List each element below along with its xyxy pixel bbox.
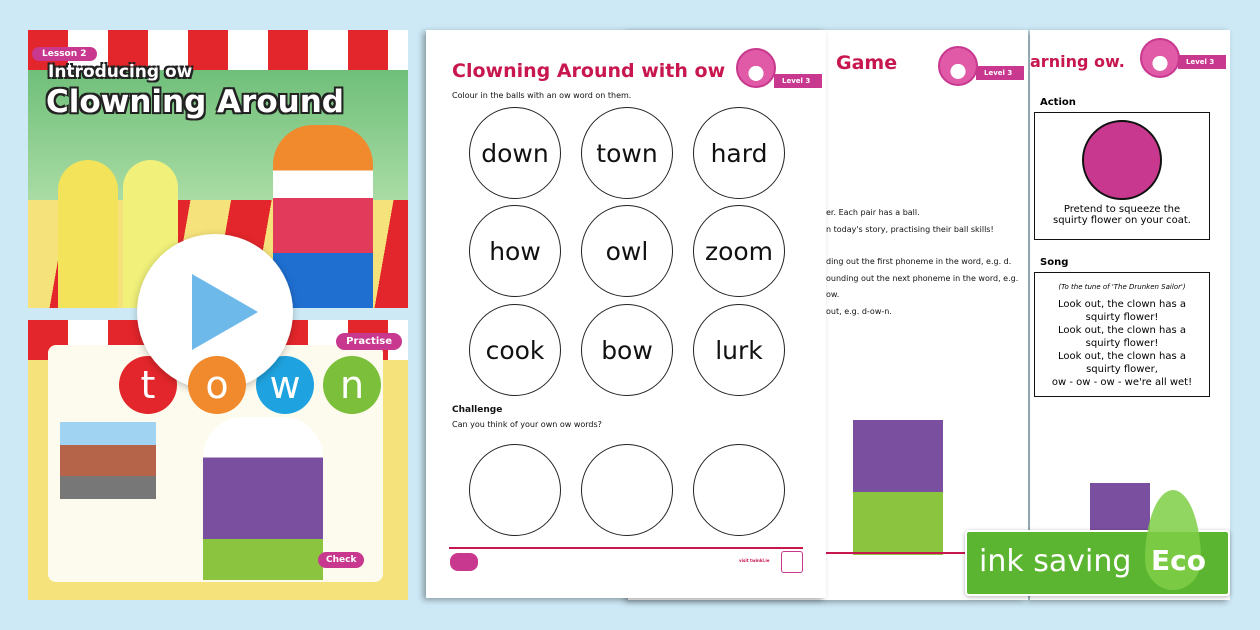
- song-line: Look out, the clown has a: [1058, 325, 1186, 336]
- game-instructions: [826, 205, 1026, 320]
- blank-ball[interactable]: [693, 444, 785, 536]
- page-title: Game: [836, 52, 898, 74]
- challenge-heading: Challenge: [452, 405, 503, 415]
- song-box: [1034, 272, 1210, 397]
- letter-w[interactable]: w: [256, 356, 314, 414]
- twinkl-logo: [450, 553, 478, 571]
- ink-saving-badge: [965, 530, 1230, 596]
- blank-ball[interactable]: [469, 444, 561, 536]
- learning-page: [1030, 30, 1230, 600]
- play-icon: [192, 274, 258, 350]
- instruction-line: er. Each pair has a ball.: [826, 208, 920, 217]
- word-ball[interactable]: lurk: [693, 304, 785, 396]
- slide-subtitle: Introducing ow: [48, 62, 193, 82]
- song-line: squirty flower!: [1085, 312, 1159, 323]
- worksheet-title: [452, 60, 725, 82]
- song-line: squirty flower,: [1086, 364, 1158, 375]
- word-ball[interactable]: town: [581, 107, 673, 199]
- instruction-line: ding out the first phoneme in the word, e.g. d.: [826, 257, 1012, 266]
- practise-button[interactable]: Practise: [336, 333, 402, 350]
- word-ball[interactable]: owl: [581, 205, 673, 297]
- practise-slide: [28, 320, 408, 600]
- letter-n[interactable]: n: [323, 356, 381, 414]
- slide-title: Clowning Around: [46, 84, 344, 120]
- instruction-text: Colour in the balls with an ow word on them.: [452, 91, 632, 100]
- action-picture: [1082, 120, 1162, 200]
- blank-ball[interactable]: [581, 444, 673, 536]
- song-tune: (To the tune of 'The Drunken Sailor'): [1058, 283, 1186, 291]
- footer-rule: [449, 547, 803, 549]
- song-line: Look out, the clown has a: [1058, 351, 1186, 362]
- action-heading: Action: [1040, 97, 1076, 108]
- lesson-badge: Lesson 2: [32, 47, 97, 61]
- town-picture: [60, 422, 156, 499]
- footer-link[interactable]: visit twinkl.ie: [739, 558, 770, 563]
- word-ball[interactable]: zoom: [693, 205, 785, 297]
- letter-o[interactable]: o: [188, 356, 246, 414]
- word-ball[interactable]: bow: [581, 304, 673, 396]
- song-line: squirty flower!: [1085, 338, 1159, 349]
- challenge-text: Can you think of your own ow words?: [452, 420, 602, 429]
- twinkl-badge-icon: [781, 551, 803, 573]
- title-text: Clowning Around with: [452, 60, 695, 82]
- word-ball[interactable]: how: [469, 205, 561, 297]
- instruction-line: out, e.g. d-ow-n.: [826, 306, 892, 316]
- letter-t[interactable]: t: [119, 356, 177, 414]
- word-ball[interactable]: hard: [693, 107, 785, 199]
- action-box: [1034, 112, 1210, 240]
- page-title: arning ow.: [1030, 52, 1125, 71]
- check-button[interactable]: Check: [318, 552, 364, 568]
- word-ball[interactable]: down: [469, 107, 561, 199]
- eco-label: Eco: [1151, 544, 1206, 577]
- clown-illustration: [273, 125, 373, 308]
- level-badge: Level 3: [774, 74, 822, 88]
- ink-saving-label: ink saving: [979, 544, 1132, 579]
- title-ow: ow: [694, 60, 726, 82]
- clown-juggler-illustration: [853, 375, 943, 555]
- characters-icon: [938, 46, 978, 86]
- instruction-line: ounding out the next phoneme in the word, e.g. ow.: [826, 273, 1019, 299]
- characters-icon: [736, 48, 776, 88]
- girl-illustration: [58, 160, 118, 308]
- song-heading: Song: [1040, 257, 1069, 268]
- clown-juggler-illustration: [203, 417, 323, 580]
- song-line: ow - ow - ow - we're all wet!: [1051, 377, 1193, 388]
- level-badge: Level 3: [1178, 55, 1226, 69]
- instruction-line: n today's story, practising their ball skills!: [826, 224, 994, 234]
- characters-icon: [1140, 38, 1180, 78]
- action-text: Pretend to squeeze the squirty flower on your coat.: [1053, 204, 1191, 226]
- word-ball[interactable]: cook: [469, 304, 561, 396]
- level-badge: Level 3: [976, 66, 1024, 80]
- song-line: Look out, the clown has a: [1058, 299, 1186, 310]
- worksheet-page: [426, 30, 826, 598]
